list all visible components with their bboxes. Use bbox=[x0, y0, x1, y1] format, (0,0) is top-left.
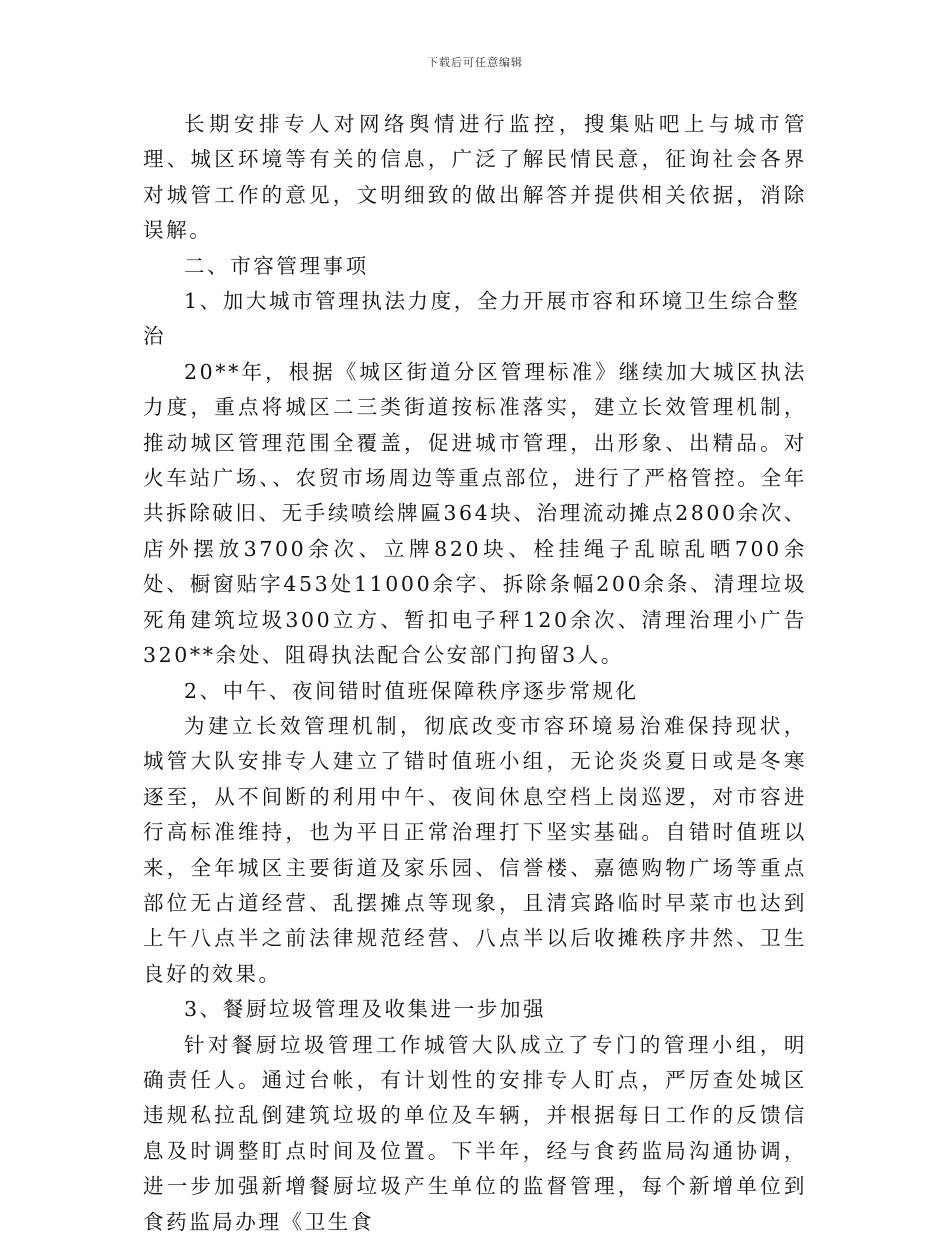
document-body bbox=[143, 107, 807, 1240]
section-heading-city-appearance: 二、市容管理事项 bbox=[184, 253, 369, 278]
subsection-heading-staggered-duty: 2、中午、夜间错时值班保障秩序逐步常规化 bbox=[184, 678, 639, 703]
paragraph-staggered-duty: 为建立长效管理机制，彻底改变市容环境易治难保持现状，城管大队安排专人建立了错时值班小组，无论炎炎夏日或是冬寒逐至，从不间断的利用中午、夜间休息空档上岗巡逻，对市容进行高标准维持，也为平日正常治理打下坚实基础。自错时值班以来，全年城区主要街道及家乐园、信誉楼、嘉德购物广场等重点部位无占道经营、乱摆摊点等现象，且清宾路临时早菜市也达到上午八点半之前法律规范经营、八点半以后收摊秩序井然、卫生良好的效果。 bbox=[143, 713, 807, 986]
paragraph-enforcement: 20**年，根据《城区街道分区管理标准》继续加大城区执法力度，重点将城区二三类街道按标准落实，建立长效管理机制，推动城区管理范围全覆盖，促进城市管理，出形象、出精品。对火车站广场、、农贸市场周边等重点部位，进行了严格管控。全年共拆除破旧、无手续喷绘牌匾364块、治理流动摊点2800余次、店外摆放3700余次、立牌820块、栓挂绳子乱晾乱晒700余处、橱窗贴字453处11000余字、拆除条幅200余条、清理垃圾死角建筑垃圾300立方、暂扣电子秤120余次、清理治理小广告320**余处、阻碍执法配合公安部门拘留3人。 bbox=[143, 359, 807, 668]
subsection-heading-enforcement: 1、加大城市管理执法力度，全力开展市容和环境卫生综合整治 bbox=[143, 289, 801, 349]
page-header: 下载后可任意编辑 bbox=[427, 56, 523, 69]
subsection-heading-kitchen-waste: 3、餐厨垃圾管理及收集进一步加强 bbox=[184, 997, 547, 1022]
paragraph-public-opinion: 长期安排专人对网络舆情进行监控，搜集贴吧上与城市管理、城区环境等有关的信息，广泛了解民情民意，征询社会各界对城管工作的意见，文明细致的做出解答并提供相关依据，消除误解。 bbox=[143, 112, 807, 243]
paragraph-kitchen-waste: 针对餐厨垃圾管理工作城管大队成立了专门的管理小组，明确责任人。通过台帐，有计划性的安排专人盯点，严厉查处城区违规私拉乱倒建筑垃圾的单位及车辆，并根据每日工作的反馈信息及时调整盯点时间及位置。下半年，经与食药监局沟通协调，进一步加强新增餐厨垃圾产生单位的监督管理，每个新增单位到食药监局办理《卫生食 bbox=[143, 1032, 807, 1234]
